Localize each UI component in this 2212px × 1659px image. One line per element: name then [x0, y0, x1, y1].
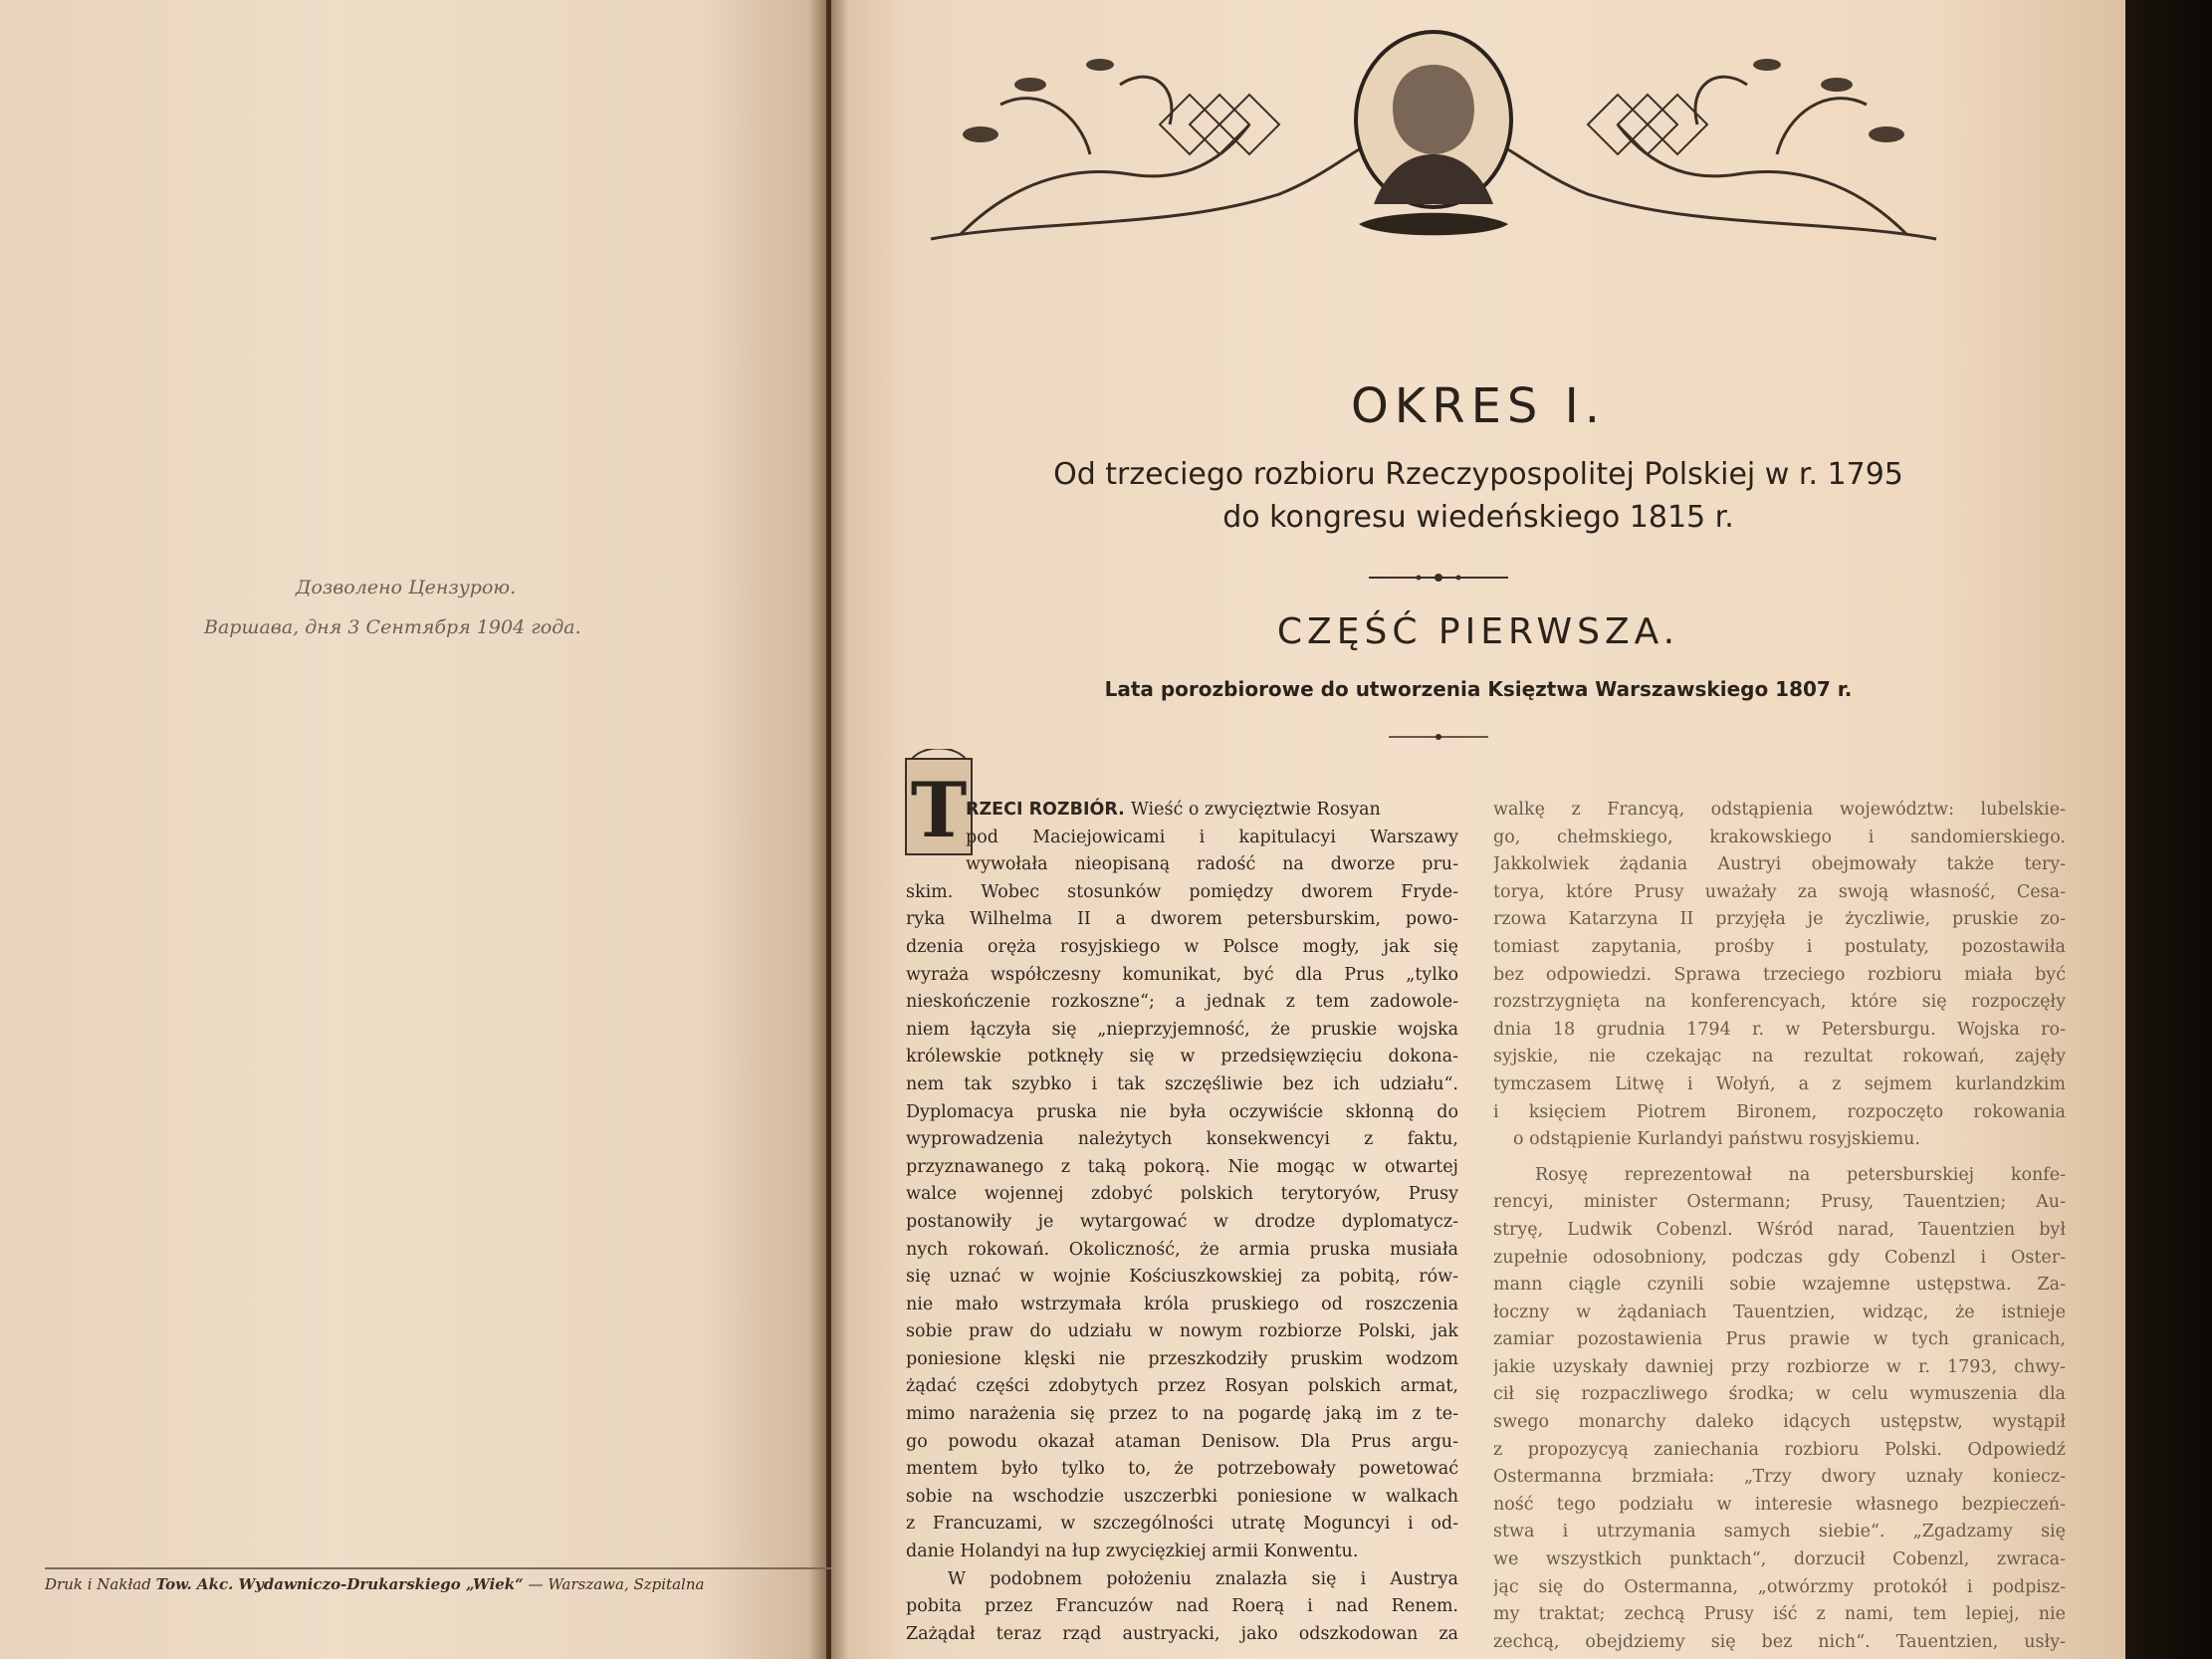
- text-line: [906, 797, 1458, 825]
- censorship-stamp: [204, 568, 622, 647]
- dropcap-letter: T: [910, 766, 968, 854]
- text-line: się uznać w wojnie Kościuszkowskiej za pobitą, rów-: [906, 1267, 1458, 1288]
- text-line: stwa i utrzymania samych siebie“. „Zgadzamy się: [1493, 1522, 2066, 1542]
- first-line-text: Wieść o zwycięztwie Rosyan: [1130, 800, 1381, 820]
- text-line: ność tego podziału w interesie własnego bezpieczeń-: [1493, 1494, 2066, 1515]
- text-line: Rosyę reprezentował na petersburskiej konfe-: [1535, 1164, 2066, 1185]
- text-line: ryka Wilhelma II a dworem petersburskim, powo-: [906, 909, 1458, 930]
- text-line: pobita przez Francuzów nad Roerą i nad Renem.: [906, 1596, 1458, 1617]
- text-line: syjskie, nie czekając na rezultat rokowań, zajęły: [1493, 1047, 2066, 1067]
- text-line: pod Maciejowicami i kapitulacyi Warszawy: [966, 827, 1458, 847]
- imprint-publisher: Tow. Akc. Wydawniczo-Drukarskiego „Wiek“: [155, 1575, 524, 1593]
- text-line: przyznawanego z taką pokorą. Nie mogąc w otwartej: [906, 1156, 1458, 1177]
- text-line: nie mało wstrzymała króla pruskiego od roszczenia: [906, 1294, 1458, 1314]
- text-line: bez odpowiedzi. Sprawa trzeciego rozbioru miała być: [1493, 964, 2066, 985]
- text-line: Ostermanna brzmiała: „Trzy dwory uznały koniecz-: [1493, 1467, 2066, 1488]
- left-page: [0, 0, 826, 1659]
- text-line: walkę z Francyą, odstąpienia województw: lubelskie-: [1493, 800, 2066, 820]
- text-line: mann ciągle czynili sobie wzajemne ustępstwa. Za-: [1493, 1275, 2066, 1296]
- text-line: wyprowadzenia należytych konsekwencyi z faktu,: [906, 1129, 1458, 1150]
- ornamental-headpiece: [921, 25, 1946, 254]
- text-line: zamiar pozostawienia Prus prawie w tych granicach,: [1493, 1329, 2066, 1350]
- text-line: łoczny w żądaniach Tauentzien, widząc, że istnieje: [1493, 1302, 2066, 1322]
- lead-word: RZECI ROZBIÓR.: [966, 800, 1131, 820]
- text-line: poniesione klęski nie przeszkodziły pruskim wodzom: [906, 1348, 1458, 1369]
- text-line: nych rokowań. Okoliczność, że armia pruska musiała: [906, 1239, 1458, 1260]
- text-line: z Francuzami, w szczególności utratę Moguncyi i od-: [906, 1514, 1458, 1535]
- text-line: Zażądał teraz rząd austryacki, jako odszkodowan za: [906, 1623, 1458, 1644]
- text-line: Dyplomacya pruska nie była oczywiście skłonną do: [906, 1101, 1458, 1122]
- text-line: mimo narażenia się przez to na pogardę jaką im z te-: [906, 1404, 1458, 1425]
- part-title: CZĘŚĆ PIERWSZA.: [1276, 611, 1680, 652]
- text-line: Jakkolwiek żądania Austryi obejmowały także tery-: [1493, 854, 2066, 875]
- text-line: mentem było tylko to, że potrzebowały powetować: [906, 1459, 1458, 1480]
- text-line: o odstąpienie Kurlandyi państwu rosyjskiemu.: [1513, 1129, 1920, 1150]
- book-edge: [2125, 0, 2212, 1659]
- text-line: jakie uzyskały dawniej przy rozbiorze w r. 1793, chwy-: [1493, 1356, 2066, 1377]
- subtitle-line-2: do kongresu wiedeńskiego 1815 r.: [1222, 500, 1734, 535]
- text-line: go powodu okazał ataman Denisow. Dla Prus argu-: [906, 1431, 1458, 1452]
- text-line: rzowa Katarzyna II przyjęła je życzliwie, pruskie zo-: [1493, 909, 2066, 930]
- printer-imprint: [45, 1567, 831, 1593]
- text-line: żądać części zdobytych przez Rosyan polskich armat,: [906, 1376, 1458, 1397]
- text-column-right: [1493, 797, 2066, 1656]
- text-line: wyraża współczesny komunikat, być dla Prus „tylko: [906, 964, 1458, 985]
- text-line: tomiast zapytania, prośby i postulaty, pozostawiła: [1493, 936, 2066, 957]
- text-line: cił się rozpaczliwego środka; w celu wymuszenia dla: [1493, 1384, 2066, 1405]
- divider-ornament: [1369, 570, 1508, 586]
- text-line: zupełnie odosobniony, podczas gdy Cobenzl i Oster-: [1493, 1247, 2066, 1268]
- book-gutter: [808, 0, 848, 1659]
- text-line: danie Holandyi na łup zwycięzkiej armii Konwentu.: [906, 1541, 1359, 1562]
- divider-ornament-small: [1369, 729, 1508, 745]
- text-line: tymczasem Litwę i Wołyń, a z sejmem kurlandzkim: [1493, 1073, 2066, 1094]
- chapter-title: OKRES I.: [1350, 378, 1607, 434]
- text-line: dzenia oręża rosyjskiego w Polsce mogły, jak się: [906, 936, 1458, 957]
- text-line: rencyi, minister Ostermann; Prusy, Tauentzien; Au-: [1493, 1192, 2066, 1213]
- text-line: my traktat; zechcą Prusy iść z nami, tem lepiej, nie: [1493, 1604, 2066, 1625]
- text-line: sobie na wschodzie uszczerbki poniesione w walkach: [906, 1486, 1458, 1507]
- text-line: wywołała nieopisaną radość na dworze pru-: [966, 854, 1458, 875]
- text-line: z propozycyą zaniechania rozbioru Polski. Odpowiedź: [1493, 1439, 2066, 1460]
- censor-line-2: Варшава, дня 3 Сентября 1904 года.: [204, 616, 581, 638]
- text-line: królewskie potknęły się w przedsięwzięciu dokona-: [906, 1047, 1458, 1067]
- text-line: postanowiły je wytargować w drodze dyplomatycz-: [906, 1211, 1458, 1232]
- chapter-subtitle: [831, 453, 2125, 539]
- censor-line-1: Дозволено Цензурою.: [296, 577, 517, 598]
- text-line: stryę, Ludwik Cobenzl. Wśród narad, Tauentzien był: [1493, 1219, 2066, 1240]
- text-line: go, chełmskiego, krakowskiego i sandomierskiego.: [1493, 827, 2066, 847]
- text-line: dnia 18 grudnia 1794 r. w Petersburgu. Wojska ro-: [1493, 1019, 2066, 1040]
- text-line: zechcą, obejdziemy się bez nich“. Tauentzien, usły-: [1493, 1631, 2066, 1652]
- text-line: swego monarchy daleko idących ustępstw, wystąpił: [1493, 1412, 2066, 1433]
- text-line: rozstrzygnięta na konferencyach, które się rozpoczęły: [1493, 992, 2066, 1013]
- text-line: nem tak szybko i tak szczęśliwie bez ich udziału“.: [906, 1073, 1458, 1094]
- text-line: i księciem Piotrem Bironem, rozpoczęto rokowania: [1493, 1101, 2066, 1122]
- text-line: W podobnem położeniu znalazła się i Austrya: [948, 1568, 1458, 1589]
- subtitle-line-1: Od trzeciego rozbioru Rzeczypospolitej Polskiej w r. 1795: [1053, 457, 1903, 492]
- text-line: sobie praw do udziału w nowym rozbiorze Polski, jak: [906, 1321, 1458, 1342]
- text-line: skim. Wobec stosunków pomiędzy dworem Fryde-: [906, 881, 1458, 902]
- text-line: torya, które Prusy uważały za swoją własność, Cesa-: [1493, 881, 2066, 902]
- text-line: niem łączyła się „nieprzyjemność, że pruskie wojska: [906, 1019, 1458, 1040]
- text-line: jąc się do Ostermanna, „otwórzmy protokół i podpisz-: [1493, 1576, 2066, 1597]
- text-line: walce wojennej zdobyć polskich terytoryów, Prusy: [906, 1184, 1458, 1205]
- text-line: nieskończenie rozkoszne“; a jednak z tem zadowole-: [906, 992, 1458, 1013]
- text-column-left: [906, 797, 1458, 1648]
- text-line: we wszystkich punktach“, dorzucił Cobenzl, zwraca-: [1493, 1549, 2066, 1570]
- imprint-suffix: — Warszawa, Szpitalna: [528, 1575, 705, 1593]
- part-subtitle: Lata porozbiorowe do utworzenia Księztwa Warszawskiego 1807 r.: [1104, 677, 1853, 701]
- imprint-prefix: Druk i Nakład: [45, 1575, 151, 1593]
